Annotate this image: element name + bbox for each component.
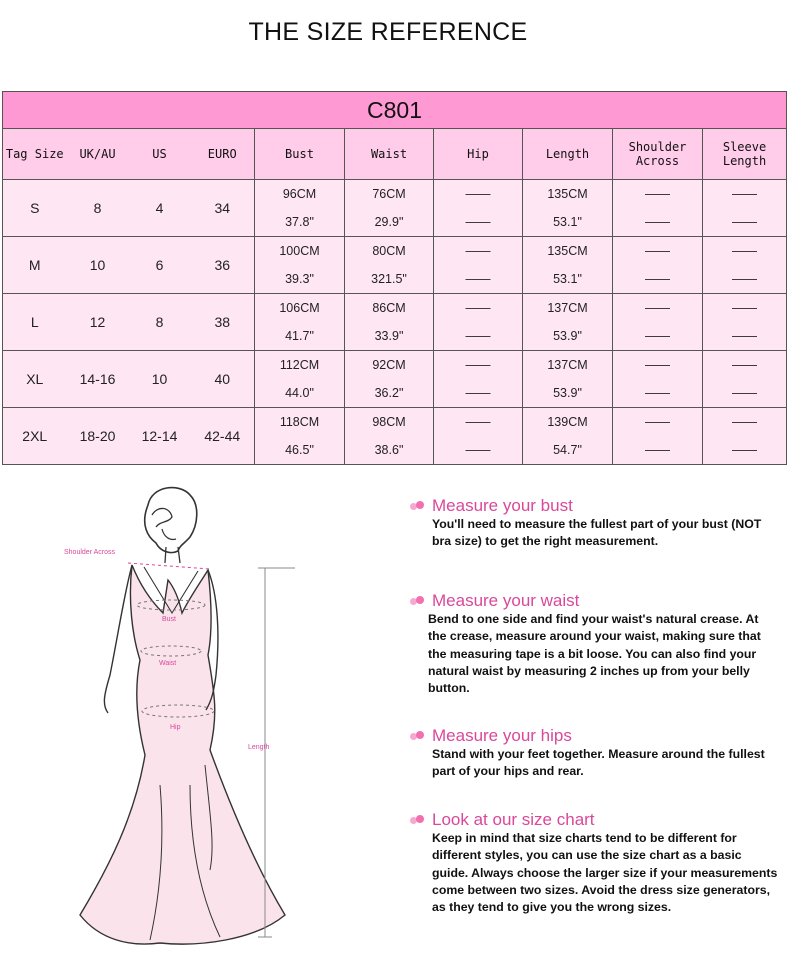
guide-title: Measure your waist [432, 591, 580, 610]
cell-length-in: 53.1" [523, 265, 613, 294]
bullet-dot-icon [410, 499, 426, 513]
table-row [3, 408, 787, 437]
cell-waist-in: 321.5" [345, 265, 434, 294]
cell-bust-in: 41.7" [255, 322, 345, 351]
cell-waist-in: 36.2" [345, 379, 434, 408]
cell-hip-in: —— [434, 208, 523, 237]
bullet-dot-icon [410, 729, 426, 743]
left-arm [104, 565, 132, 713]
cell-hip-cm: —— [434, 180, 523, 209]
cell-waist-in: 38.6" [345, 436, 434, 465]
table-row [3, 351, 787, 380]
cell-hip-in: —— [434, 322, 523, 351]
cell-bust-cm: 96CM [255, 180, 345, 209]
cell-waist-in: 33.9" [345, 322, 434, 351]
cell-hip-cm: —— [434, 294, 523, 323]
guide-waist [410, 591, 780, 697]
model-number: C801 [3, 92, 787, 129]
cell-bust-in: 46.5" [255, 436, 345, 465]
hair-outline [145, 488, 197, 553]
header-sleeve-length [703, 129, 787, 180]
header-shoulder-line1: Shoulder [628, 140, 687, 154]
cell-hip-in: —— [434, 379, 523, 408]
cell-bust-in: 37.8" [255, 208, 345, 237]
header-hip: Hip [434, 129, 523, 180]
dress-figure-diagram [40, 485, 340, 960]
cell-hip-cm: —— [434, 408, 523, 437]
header-us: US [129, 129, 191, 180]
cell-uk-au: 18-20 [67, 408, 129, 465]
shoulder-across-line [128, 563, 210, 569]
header-euro: EURO [191, 129, 255, 180]
cell-sleeve-in: —— [703, 436, 787, 465]
cell-uk-au: 14-16 [67, 351, 129, 408]
cell-tag-size: S [3, 180, 67, 237]
cell-sleeve-cm: —— [703, 408, 787, 437]
cell-length-in: 54.7" [523, 436, 613, 465]
cell-bust-cm: 100CM [255, 237, 345, 266]
cell-length-cm: 137CM [523, 351, 613, 380]
label-shoulder-across: Shoulder Across [64, 549, 115, 556]
header-shoulder-line2: Across [635, 154, 680, 168]
cell-sleeve-in: —— [703, 208, 787, 237]
header-bust: Bust [255, 129, 345, 180]
cell-waist-cm: 76CM [345, 180, 434, 209]
cell-euro: 36 [191, 237, 255, 294]
cell-uk-au: 10 [67, 237, 129, 294]
cell-hip-in: —— [434, 436, 523, 465]
cell-waist-cm: 98CM [345, 408, 434, 437]
guide-title: Measure your bust [432, 496, 573, 515]
cell-length-in: 53.9" [523, 322, 613, 351]
cell-hip-cm: —— [434, 237, 523, 266]
cell-shoulder-cm: —— [613, 180, 703, 209]
cell-shoulder-cm: —— [613, 237, 703, 266]
cell-hip-cm: —— [434, 351, 523, 380]
table-row [3, 294, 787, 323]
cell-tag-size: L [3, 294, 67, 351]
label-length: Length [248, 744, 270, 751]
header-sleeve-line2: Length [722, 154, 767, 168]
cell-bust-cm: 112CM [255, 351, 345, 380]
label-hip: Hip [170, 724, 181, 731]
header-sleeve-line1: Sleeve [722, 140, 767, 154]
cell-us: 10 [129, 351, 191, 408]
cell-waist-cm: 80CM [345, 237, 434, 266]
cell-shoulder-in: —— [613, 436, 703, 465]
header-length: Length [523, 129, 613, 180]
header-tag-size: Tag Size [3, 129, 67, 180]
cell-length-cm: 137CM [523, 294, 613, 323]
hair-curl [152, 508, 172, 527]
cell-length-in: 53.9" [523, 379, 613, 408]
cell-sleeve-in: —— [703, 379, 787, 408]
cell-uk-au: 12 [67, 294, 129, 351]
header-uk-au: UK/AU [67, 129, 129, 180]
cell-euro: 42-44 [191, 408, 255, 465]
cell-euro: 40 [191, 351, 255, 408]
cell-length-cm: 139CM [523, 408, 613, 437]
cell-shoulder-cm: —— [613, 408, 703, 437]
bullet-dot-icon [410, 813, 426, 827]
cell-us: 6 [129, 237, 191, 294]
table-row [3, 237, 787, 266]
cell-tag-size: M [3, 237, 67, 294]
cell-sleeve-cm: —— [703, 237, 787, 266]
cell-hip-in: —— [434, 265, 523, 294]
guide-title: Look at our size chart [432, 810, 595, 829]
dress-shape [80, 565, 285, 944]
cell-euro: 34 [191, 180, 255, 237]
header-shoulder-across [613, 129, 703, 180]
label-bust: Bust [162, 616, 177, 623]
cell-shoulder-in: —— [613, 208, 703, 237]
cell-shoulder-in: —— [613, 322, 703, 351]
cell-sleeve-in: —— [703, 322, 787, 351]
guide-body: Bend to one side and find your waist's natural crease. At the crease, measure around your waist, making sure that the measuring tape is a bit loose. You can also find your natural waist by measuring 2 inches up from your belly button. [428, 612, 761, 696]
table-header-row [3, 129, 787, 180]
cell-waist-cm: 86CM [345, 294, 434, 323]
cell-shoulder-cm: —— [613, 294, 703, 323]
guide-body: Keep in mind that size charts tend to be different for different styles, you can use the size chart as a basic guide. Always choose the larger size if your measurements come between two sizes. Avoid the dress size generators, as they tend to give you the wrong sizes. [432, 831, 778, 915]
cell-bust-in: 44.0" [255, 379, 345, 408]
cell-euro: 38 [191, 294, 255, 351]
size-table [2, 91, 787, 465]
cell-us: 4 [129, 180, 191, 237]
cell-sleeve-cm: —— [703, 351, 787, 380]
guide-size-chart [410, 810, 780, 916]
table-row [3, 180, 787, 209]
cell-uk-au: 8 [67, 180, 129, 237]
cell-shoulder-cm: —— [613, 351, 703, 380]
cell-length-cm: 135CM [523, 237, 613, 266]
guide-body: You'll need to measure the fullest part of your bust (NOT bra size) to get the right measurement. [432, 517, 762, 549]
guide-hips [410, 726, 780, 781]
cell-tag-size: 2XL [3, 408, 67, 465]
cell-length-cm: 135CM [523, 180, 613, 209]
guide-bust [410, 496, 780, 551]
cell-length-in: 53.1" [523, 208, 613, 237]
guide-title: Measure your hips [432, 726, 572, 745]
cell-bust-cm: 106CM [255, 294, 345, 323]
header-waist: Waist [345, 129, 434, 180]
cell-sleeve-cm: —— [703, 180, 787, 209]
cell-shoulder-in: —— [613, 379, 703, 408]
face-outline [162, 529, 176, 540]
cell-us: 8 [129, 294, 191, 351]
bullet-dot-icon [410, 594, 426, 608]
cell-waist-in: 29.9" [345, 208, 434, 237]
cell-shoulder-in: —— [613, 265, 703, 294]
page-title: THE SIZE REFERENCE [248, 18, 528, 46]
cell-sleeve-in: —— [703, 265, 787, 294]
cell-tag-size: XL [3, 351, 67, 408]
cell-waist-cm: 92CM [345, 351, 434, 380]
cell-bust-cm: 118CM [255, 408, 345, 437]
guide-body: Stand with your feet together. Measure around the fullest part of your hips and rear. [432, 747, 765, 779]
neck [165, 547, 180, 563]
label-waist: Waist [159, 660, 177, 667]
cell-us: 12-14 [129, 408, 191, 465]
cell-sleeve-cm: —— [703, 294, 787, 323]
cell-bust-in: 39.3" [255, 265, 345, 294]
